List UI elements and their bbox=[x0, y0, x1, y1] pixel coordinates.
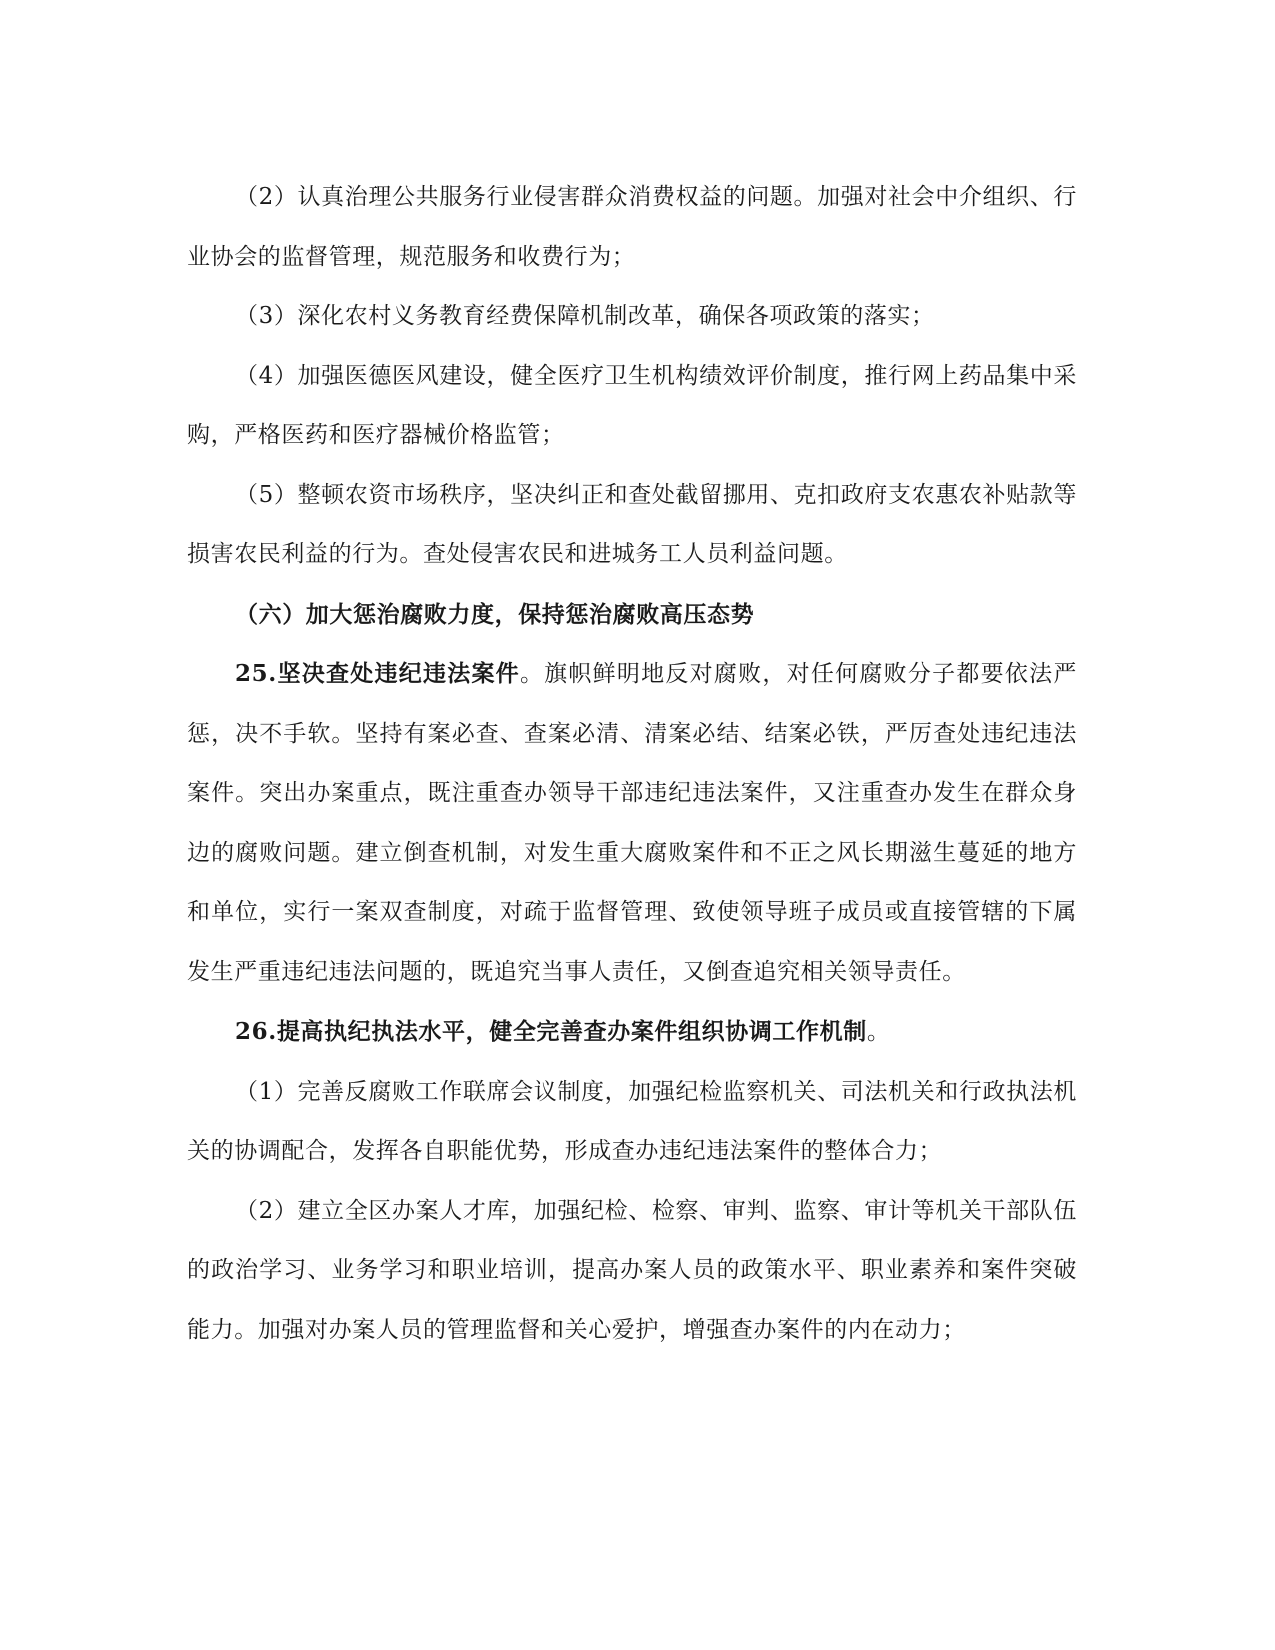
paragraph-item-5-agricultural-market bbox=[187, 466, 1077, 585]
paragraph-item-2-public-services bbox=[187, 168, 1077, 287]
paragraph-text: （1）完善反腐败工作联席会议制度，加强纪检监察机关、司法机关和行政执法机关的协调配合，发挥各自职能优势，形成查办违纪违法案件的整体合力； bbox=[187, 1078, 1077, 1164]
document-body bbox=[187, 168, 1077, 1360]
paragraph-lead-title: 26.提高执纪执法水平，健全完善查办案件组织协调工作机制 bbox=[235, 1018, 867, 1045]
paragraph-lead-title: 25.坚决查处违纪违法案件 bbox=[235, 660, 520, 687]
paragraph-text: 。 bbox=[866, 1019, 891, 1045]
paragraph-item-1-joint-meeting bbox=[187, 1063, 1077, 1182]
paragraph-item-4-medical-ethics bbox=[187, 347, 1077, 466]
section-heading-text: （六）加大惩治腐败力度，保持惩治腐败高压态势 bbox=[235, 600, 755, 628]
paragraph-26-enforcement-level bbox=[187, 1002, 1077, 1063]
paragraph-text: （2）建立全区办案人才库，加强纪检、检察、审判、监察、审计等机关干部队伍的政治学习、业务学习和职业培训，提高办案人员的政策水平、职业素养和案件突破能力。加强对办案人员的管理监督和关心爱护，增强查办案件的内在动力； bbox=[187, 1197, 1077, 1343]
section-heading-6 bbox=[187, 585, 1077, 645]
paragraph-25-investigate-cases bbox=[187, 644, 1077, 1002]
paragraph-text: （5）整顿农资市场秩序，坚决纠正和查处截留挪用、克扣政府支农惠农补贴款等损害农民利益的行为。查处侵害农民和进城务工人员利益问题。 bbox=[187, 481, 1077, 567]
paragraph-text: （2）认真治理公共服务行业侵害群众消费权益的问题。加强对社会中介组织、行业协会的监督管理，规范服务和收费行为； bbox=[187, 184, 1077, 270]
paragraph-text: 。旗帜鲜明地反对腐败，对任何腐败分子都要依法严惩，决不手软。坚持有案必查、查案必清、清案必结、结案必铁，严厉查处违纪违法案件。突出办案重点，既注重查办领导干部违纪违法案件，又注重查办发生在群众身边的腐败问题。建立倒查机制，对发生重大腐败案件和不正之风长期滋生蔓延的地方和单位，实行一案双查制度，对疏于监督管理、致使领导班子成员或直接管辖的下属发生严重违纪违法问题的，既追究当事人责任，又倒查追究相关领导责任。 bbox=[187, 661, 1077, 985]
paragraph-item-3-rural-education bbox=[187, 287, 1077, 347]
paragraph-text: （3）深化农村义务教育经费保障机制改革，确保各项政策的落实； bbox=[235, 303, 935, 329]
paragraph-item-2-talent-pool bbox=[187, 1182, 1077, 1361]
paragraph-text: （4）加强医德医风建设，健全医疗卫生机构绩效评价制度，推行网上药品集中采购，严格医药和医疗器械价格监管； bbox=[187, 362, 1077, 448]
